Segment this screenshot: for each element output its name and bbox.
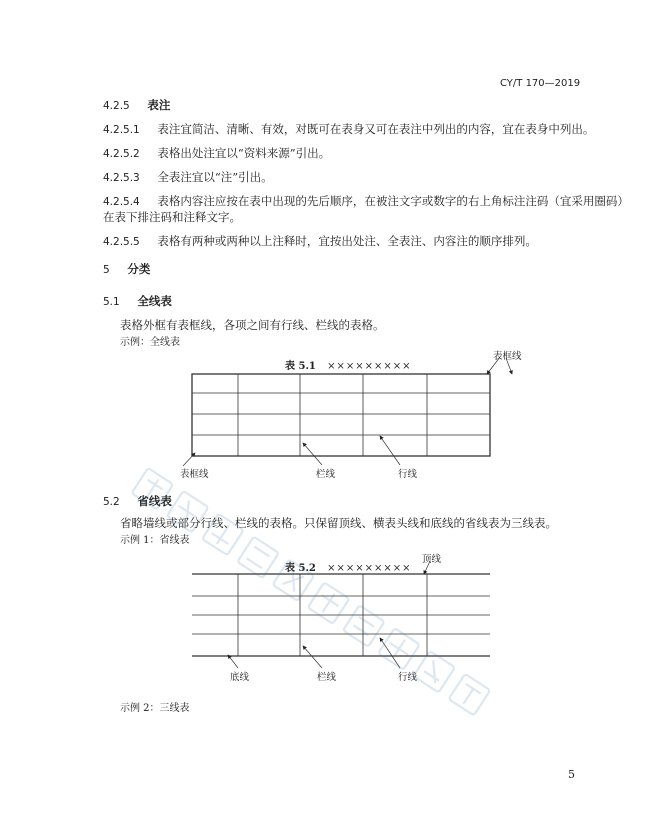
section-5-1-description: 表格外框有表框线，各项之间有行线、栏线的表格。 bbox=[120, 318, 385, 332]
section-title: 省线表 bbox=[137, 494, 172, 508]
frame-line-label-bottom: 表框线 bbox=[180, 469, 209, 480]
caption-number: 表 5.1 bbox=[285, 361, 316, 372]
row-line-label: 行线 bbox=[398, 672, 418, 683]
section-title: 全线表 bbox=[137, 294, 172, 308]
frame-line-label-top: 表框线 bbox=[493, 351, 522, 362]
clause-text: 全表注宜以“注”引出。 bbox=[157, 170, 273, 184]
caption-number: 表 5.2 bbox=[285, 563, 316, 574]
section-title: 分类 bbox=[127, 262, 151, 276]
pointer-arrow bbox=[183, 453, 195, 466]
clause-number: 4.2.5.4 bbox=[103, 196, 140, 208]
column-line-label: 栏线 bbox=[316, 469, 336, 480]
table-frame bbox=[192, 374, 490, 456]
clause-text: 表格内容注应按在表中出现的先后顺序，在被注文字或数字的右上角标注注码（宜采用圈码） bbox=[157, 194, 629, 208]
page-number: 5 bbox=[568, 768, 575, 781]
section-number: 5.2 bbox=[103, 496, 120, 508]
pointer-arrow bbox=[303, 443, 322, 465]
pointer-arrow bbox=[506, 358, 512, 374]
clause-text: 表格出处注宜以“资料来源”引出。 bbox=[157, 146, 331, 160]
section-5-1-example: 示例：全线表 bbox=[120, 337, 180, 348]
clause-number: 4.2.5.2 bbox=[103, 148, 140, 160]
clause-number: 4.2.5.5 bbox=[103, 236, 140, 248]
section-5-2-example-2: 示例 2：三线表 bbox=[120, 703, 190, 714]
section-number: 5.1 bbox=[103, 296, 120, 308]
top-line-label: 顶线 bbox=[422, 554, 442, 565]
pointer-arrow bbox=[424, 561, 430, 574]
clause-4-2-5-4-continued: 在表下排注码和注释文字。 bbox=[103, 210, 241, 224]
clause-number: 4.2.5.3 bbox=[103, 172, 140, 184]
row-line-label: 行线 bbox=[398, 469, 418, 480]
standard-code: CY/T 170—2019 bbox=[500, 78, 581, 89]
caption-text: ××××××××× bbox=[327, 563, 412, 574]
table-5-1-diagram bbox=[183, 357, 512, 466]
section-5-2-example-1: 示例 1：省线表 bbox=[120, 535, 190, 546]
section-number: 4.2.5 bbox=[103, 100, 130, 112]
section-title: 表注 bbox=[147, 98, 171, 112]
bottom-line-label: 底线 bbox=[230, 672, 250, 683]
clause-text: 表格有两种或两种以上注释时，宜按出处注、全表注、内容注的顺序排列。 bbox=[157, 234, 537, 248]
table-5-2-diagram bbox=[192, 561, 490, 668]
pointer-arrow bbox=[303, 646, 322, 668]
clause-text: 表注宜简洁、清晰、有效，对既可在表身又可在表注中列出的内容，宜在表身中列出。 bbox=[157, 122, 595, 136]
pointer-arrow bbox=[380, 436, 400, 465]
section-5-2-description: 省略墙线或部分行线、栏线的表格。只保留顶线、横表头线和底线的省线表为三线表。 bbox=[120, 516, 557, 530]
clause-number: 4.2.5.1 bbox=[103, 124, 140, 136]
section-number: 5 bbox=[103, 264, 110, 276]
pointer-arrow bbox=[228, 655, 238, 668]
pointer-arrow bbox=[487, 357, 500, 374]
column-line-label: 栏线 bbox=[317, 672, 337, 683]
pointer-arrow bbox=[380, 638, 400, 668]
caption-text: ××××××××× bbox=[327, 361, 412, 372]
